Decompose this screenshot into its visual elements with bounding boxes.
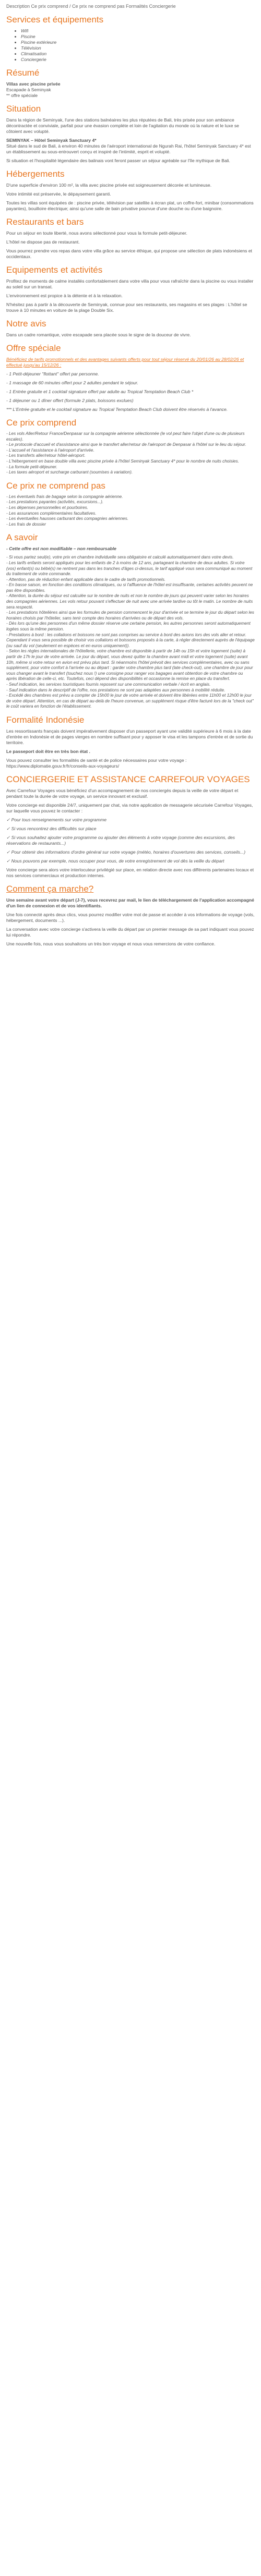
comment-title: Comment ça marche? (6, 883, 94, 894)
paragraph: - Attention, la durée du séjour est calculée sur le nombre de nuits et non le nombre de jours qui peuvent varier selon les horaires des compagnies aériennes. Les vols retour pouvant s'effectuer de nuit avec une arrivée tardive ou tôt le matin. Le nombre de nuits sera respecté. (6, 593, 253, 610)
tabs-description: Description Ce prix comprend / Ce prix ne comprend pas Formalités Conciergerie (6, 4, 176, 9)
equipements-title: Equipements et activités (6, 265, 103, 275)
paragraph: Si situation et l'hospitalité légendaire des balinais vont feront passer un séjour agréable sur l'île mythique de Bali. (6, 158, 230, 163)
paragraph: Vous pourrez prendre vos repas dans votre villa grâce au service éthique, qui propose une sélection de plats indonésiens et occidentaux. (6, 248, 253, 259)
notre-avis-title: Notre avis (6, 319, 46, 329)
prix-comprend-title: Ce prix comprend (6, 418, 77, 428)
list-item: - Les frais de dossier (6, 521, 46, 527)
paragraph: - Si vous partez seul(e), votre prix en chambre individuelle sera obligatoire et calculé automatiquement dans votre devis. (6, 555, 234, 560)
paragraph: D'une superficie d'environ 100 m², la villa avec piscine privée est soigneusement décorée et lumineuse. (6, 183, 212, 188)
list-item: - Les assurances complémentaires facultatives. (6, 511, 97, 516)
check-item: ✓ Si vous souhaitez ajouter votre programme ou ajouter des éléments à votre voyage (comme des excursions, des réservations de restaurants...) (6, 834, 235, 846)
paragraph: Pour un séjour en toute liberté, nous avons sélectionné pour vous la formule petit-déjeuner. (6, 230, 187, 236)
paragraph: Une fois connecté après deux clics, vous pourrez modifier votre mot de passe et accéder à vos informations de voyage (vols, hébergement, documents ...). (6, 912, 255, 923)
paragraph: Votre concierge est disponible 24/7, uniquement par chat, via notre application de messagerie sécurisée Carrefour Voyages, sur laquelle vous pouvez le contacter : (6, 802, 253, 813)
resume-title: Résumé (6, 68, 40, 78)
paragraph: Dans un cadre romantique, votre escapade sera placée sous le signe de la douceur de vivre. (6, 332, 191, 337)
paragraph: - Attention, pas de réduction enfant applicable dans le cadre de tarifs promotionnels. (6, 577, 166, 582)
offre-intro: Bénéficiez de tarifs promotionnels et des avantages suivants offerts pour tout séjour réservé du 20/01/26 au 28/02/26 et effectué jusqu'au 15/12/26 : (6, 357, 244, 368)
paragraph: Votre concierge sera alors votre interlocuteur privilégié sur place, en relation directe avec nos différents partenaires locaux et nos services commerciaux et production internes. (6, 867, 254, 878)
paragraph: Profitez de moments de calme installés confortablement dans votre villa pour vous rafraîchir dans la piscine ou vous installer au soleil sur un transat. (6, 278, 254, 289)
paragraph: - Seuf indication, les services touristiques fournis reposent sur une communication verbale / écrit en anglais. (6, 682, 211, 687)
list-item: - L'hébergement en base double villa avec piscine privée à l'hôtel Seminyak Sanctuary 4* pour le nombre de nuits choisies. (6, 458, 239, 464)
list-item: - La formule petit-déjeuner. (6, 464, 57, 469)
hotel-name: SEMINYAK – Hôtel Seminyak Sanctuary 4* (6, 138, 97, 143)
check-item: ✓ Pour tous renseignements sur votre programme (6, 817, 107, 822)
list-item: - Le protocole d'accueil et d'assistance ainsi que le transfert aller/retour de l'aéroport de Denpasar à l'hôtel sur le lieu du séjour. (6, 442, 246, 447)
restaurants-title: Restaurants et bars (6, 217, 84, 227)
a-savoir-title: A savoir (6, 532, 38, 543)
paragraph: Une nouvelle fois, nous vous souhaitons un très bon voyage et nous vous remercions de votre confiance. (6, 941, 216, 946)
paragraph: N'hésitez pas à partir à la découverte de Seminyak, connue pour ses restaurants, ses magasins et ses plages : L'hôtel se trouve à 10 minutes en voiture de la plage Double Six. (6, 302, 247, 313)
list-item: • Conciergerie (21, 57, 255, 63)
paragraph: Dans la région de Seminyak, l'une des stations balnéaires les plus réputées de Bali, très prisée pour son ambiance décontractée et conviviale, parfait pour une évasion complète et loin de l'agitation du monde où la nature et le luxe se côtoient avec volupté. (6, 117, 239, 134)
offre-item: *** L'Entrée gratuite et le cocktail signature au Tropical Temptation Beach Club doivent être réservés à l'avance. (6, 407, 228, 412)
paragraph: - Cette offre est non modifiable – non remboursable (6, 546, 116, 552)
list-item: • Piscine extérieure (21, 40, 255, 45)
offre-item: - 1 Petit-déjeuner "flottant" offert par personne. (6, 371, 99, 376)
list-item: - Les transferts aller/retour hôtel-aéroport. (6, 453, 86, 458)
list-item: • Télévision (21, 45, 255, 51)
list-item: - Les vols Aller/Retour France/Denpasar sur la compagnie aérienne sélectionnée (le vol peut faire l'objet d'une ou de plusieurs escales). (6, 431, 245, 442)
paragraph: La conversation avec votre concierge s'activera la veille du départ par un premier message de sa part indiquant vous pouvez lui répondre. (6, 926, 254, 938)
list-item: - L'accueil et l'assistance à l'aéroport d'arrivée. (6, 447, 94, 453)
paragraph: - Excédé des chambres est prévu a compter de 15h00 le jour de votre arrivée et doivent être libérées entre 11h00 et 12h00 le jour de votre départ. Attention, en cas de départ au-delà de l'heure convenue, un supplément risque d'être facturé lors de la "check out" le coût variera en fonction de l'établissement. (6, 693, 254, 709)
list-item: - Les dépenses personnelles et pourboires. (6, 505, 89, 510)
check-item: ✓ Pour obtenir des informations d'ordre général sur votre voyage (météo, horaires d'ouvertures des services, conseils...) (6, 849, 246, 855)
paragraph: L'hôtel ne dispose pas de restaurant. (6, 239, 80, 245)
paragraph: - Les prestations hôtelières ainsi que les formules de pension commencent le jour d'arrivée et se termine le jour du départ selon les horaires choisis par l'hôtelier, sans tenir compte des horaires d'arrivées ou de départ des vols. (6, 610, 254, 621)
hebergements-title: Hébergements (6, 169, 65, 179)
paragraph: - Selon les règles internationales de l'hôtellerie, votre chambre est disponible à partir de 14h ou 15h et votre logement (suite) à partir de 17h le jour de votre arrivée. Le jour du départ, vous devez quitter la chambre avant midi et votre logement (suite) avant 10h, même si votre retour en avion est prévu plus tard. Si néanmoins l'hôtel prévoit des services complémentaires, avec ou sans supplément, pour votre confort à l'arrivée ou au départ : garder votre chambre plus tard (late check-out), une chambre de jour pour vous changer avant le transfert (touchez nous !) une consigne pour ranger vos bagages avant obtention de votre chambre ou après libération de celle-ci, etc. Toutefois, ceci dépend des disponibilités et occasionne la remise en place du transfert. (6, 649, 253, 682)
list-item: • Wifi (21, 28, 255, 34)
check-item: ✓ Nous pouvons par exemple, nous occuper pour vous, de votre enregistrement de vol dès la veille du départ (6, 858, 224, 864)
offre-item: - 1 Entrée gratuite et 1 cocktail signature offert par adulte au Tropical Temptation Beach Club * (6, 389, 194, 394)
paragraph: Avec Carrefour Voyages vous bénéficiez d'un accompagnement de nos conciergés depuis la veille de votre départ et pendant toute la durée de votre voyage, un service innovant et exclusif. (6, 787, 239, 799)
services-title: Services et équipements (6, 15, 104, 25)
resume-line: Escapade à Seminyak (6, 87, 51, 92)
paragraph: Une semaine avant votre départ (J-7), vous recevrez par mail, le lien de téléchargement de l'application accompagné d'un lien de connexion et de vos identifiants. (6, 897, 254, 908)
conciergerie-title: CONCIERGERIE ET ASSISTANCE CARREFOUR VOYAGES (6, 774, 250, 784)
prix-ne-comprend-pas-title: Ce prix ne comprend pas (6, 480, 105, 491)
offre-item: - 1 massage de 60 minutes offert pour 2 adultes pendant le séjour. (6, 380, 138, 385)
resume-line: ** offre spéciale (6, 93, 38, 98)
paragraph: Situé dans le sud de Bali, à environ 40 minutes de l'aéroport international de Ngurah Rai, l'hôtel Seminyak Sanctuary 4* est un établissement au sous-entrouvert conçu et inspiré de l'intimité, esprit et volupté. (6, 143, 251, 154)
formalite-title: Formalité Indonésie (6, 714, 85, 725)
paragraph: - Les tarifs enfants seront appliqués pour les enfants de 2 à moins de 12 ans, partageant la chambre de deux adultes. Si votre (vos) enfant(s) ou bébé(s) ne rentrent pas dans les tranches d'âges ci-dessus, le tarif appliqué vous sera communiqué au moment du traitement de votre commande. (6, 560, 253, 577)
paragraph: L'environnement est propice à la détente et à la relaxation. (6, 293, 123, 298)
offre-title: Offre spéciale (6, 343, 61, 353)
list-item: - Les taxes aéroport et surcharge carburant (soumises à variation). (6, 470, 133, 475)
page (0, 0, 261, 947)
situation-title: Situation (6, 104, 41, 114)
paragraph: - Sauf indication dans le descriptif de l'offre, nos prestations ne sont pas adaptées aux personnes à mobilité réduite. (6, 687, 226, 692)
list-item: - Les éventuelles hausses carburant des compagnies aériennes. (6, 516, 128, 521)
paragraph: - Prestations à bord : les collations et boissons ne sont pas comprises au service à bord des avions lors des vols aller et retour. Cependant il vous sera possible de choisir vos collations et boissons proposés à la carte, à régler directement auprès de l'équipage (ou sauf du vol (seulement en espèces et en euros uniquement)). (6, 632, 255, 648)
paragraph: Les ressortissants français doivent impérativement disposer d'un passeport ayant une validité supérieure à 6 mois à la date d'entrée en Indonésie et de pages vierges en nombre suffisant pour y apposer le visa et les tampons d'entrée et de sortie du territoire. (6, 728, 253, 745)
offre-item: - 1 déjeuner ou 1 dîner offert (formule 2 plats, boissons exclues) (6, 398, 134, 403)
services-list (21, 28, 255, 63)
resume-line: Villas avec piscine privée (6, 81, 61, 87)
list-item: - Les éventuels frais de bagage selon la compagnie aérienne. (6, 494, 123, 499)
paragraph: Le passeport doit être en très bon état . (6, 748, 90, 754)
paragraph: Vous pouvez consulter les formalités de santé et de police nécessaires pour votre voyage : https://www.diplomatie.gouv.fr/fr/conseils-aux-voyageurs/ (6, 757, 187, 769)
check-item: ✓ Si vous rencontrez des difficultés sur place (6, 825, 97, 831)
list-item: • Piscine (21, 34, 255, 40)
list-item: • Climatisation (21, 51, 255, 57)
paragraph: Toutes les villas sont équipées de : piscine privée, télévision par satellite à écran plat, un coffre-fort, minibar (consommations payantes), bouilloire électrique; ainsi qu'une salle de bain privative pourvue d'une douche ou d'une baignoire. (6, 200, 254, 211)
list-item: - Les prestations payantes (activités, excursions...). (6, 500, 104, 505)
paragraph: - Dès lors qu'une des personnes d'un même dossier réserve une certaine pension, les autres personnes seront automatiquement logées sous la même pension. (6, 621, 251, 632)
paragraph: - En basse saison, en fonction des conditions climatiques, ou si l'affluence de l'hôtel est insuffisante, certaines activités peuvent ne pas être disponibles. (6, 582, 253, 593)
paragraph: Votre intimité est préservée, le dépaysement garanti. (6, 191, 111, 197)
